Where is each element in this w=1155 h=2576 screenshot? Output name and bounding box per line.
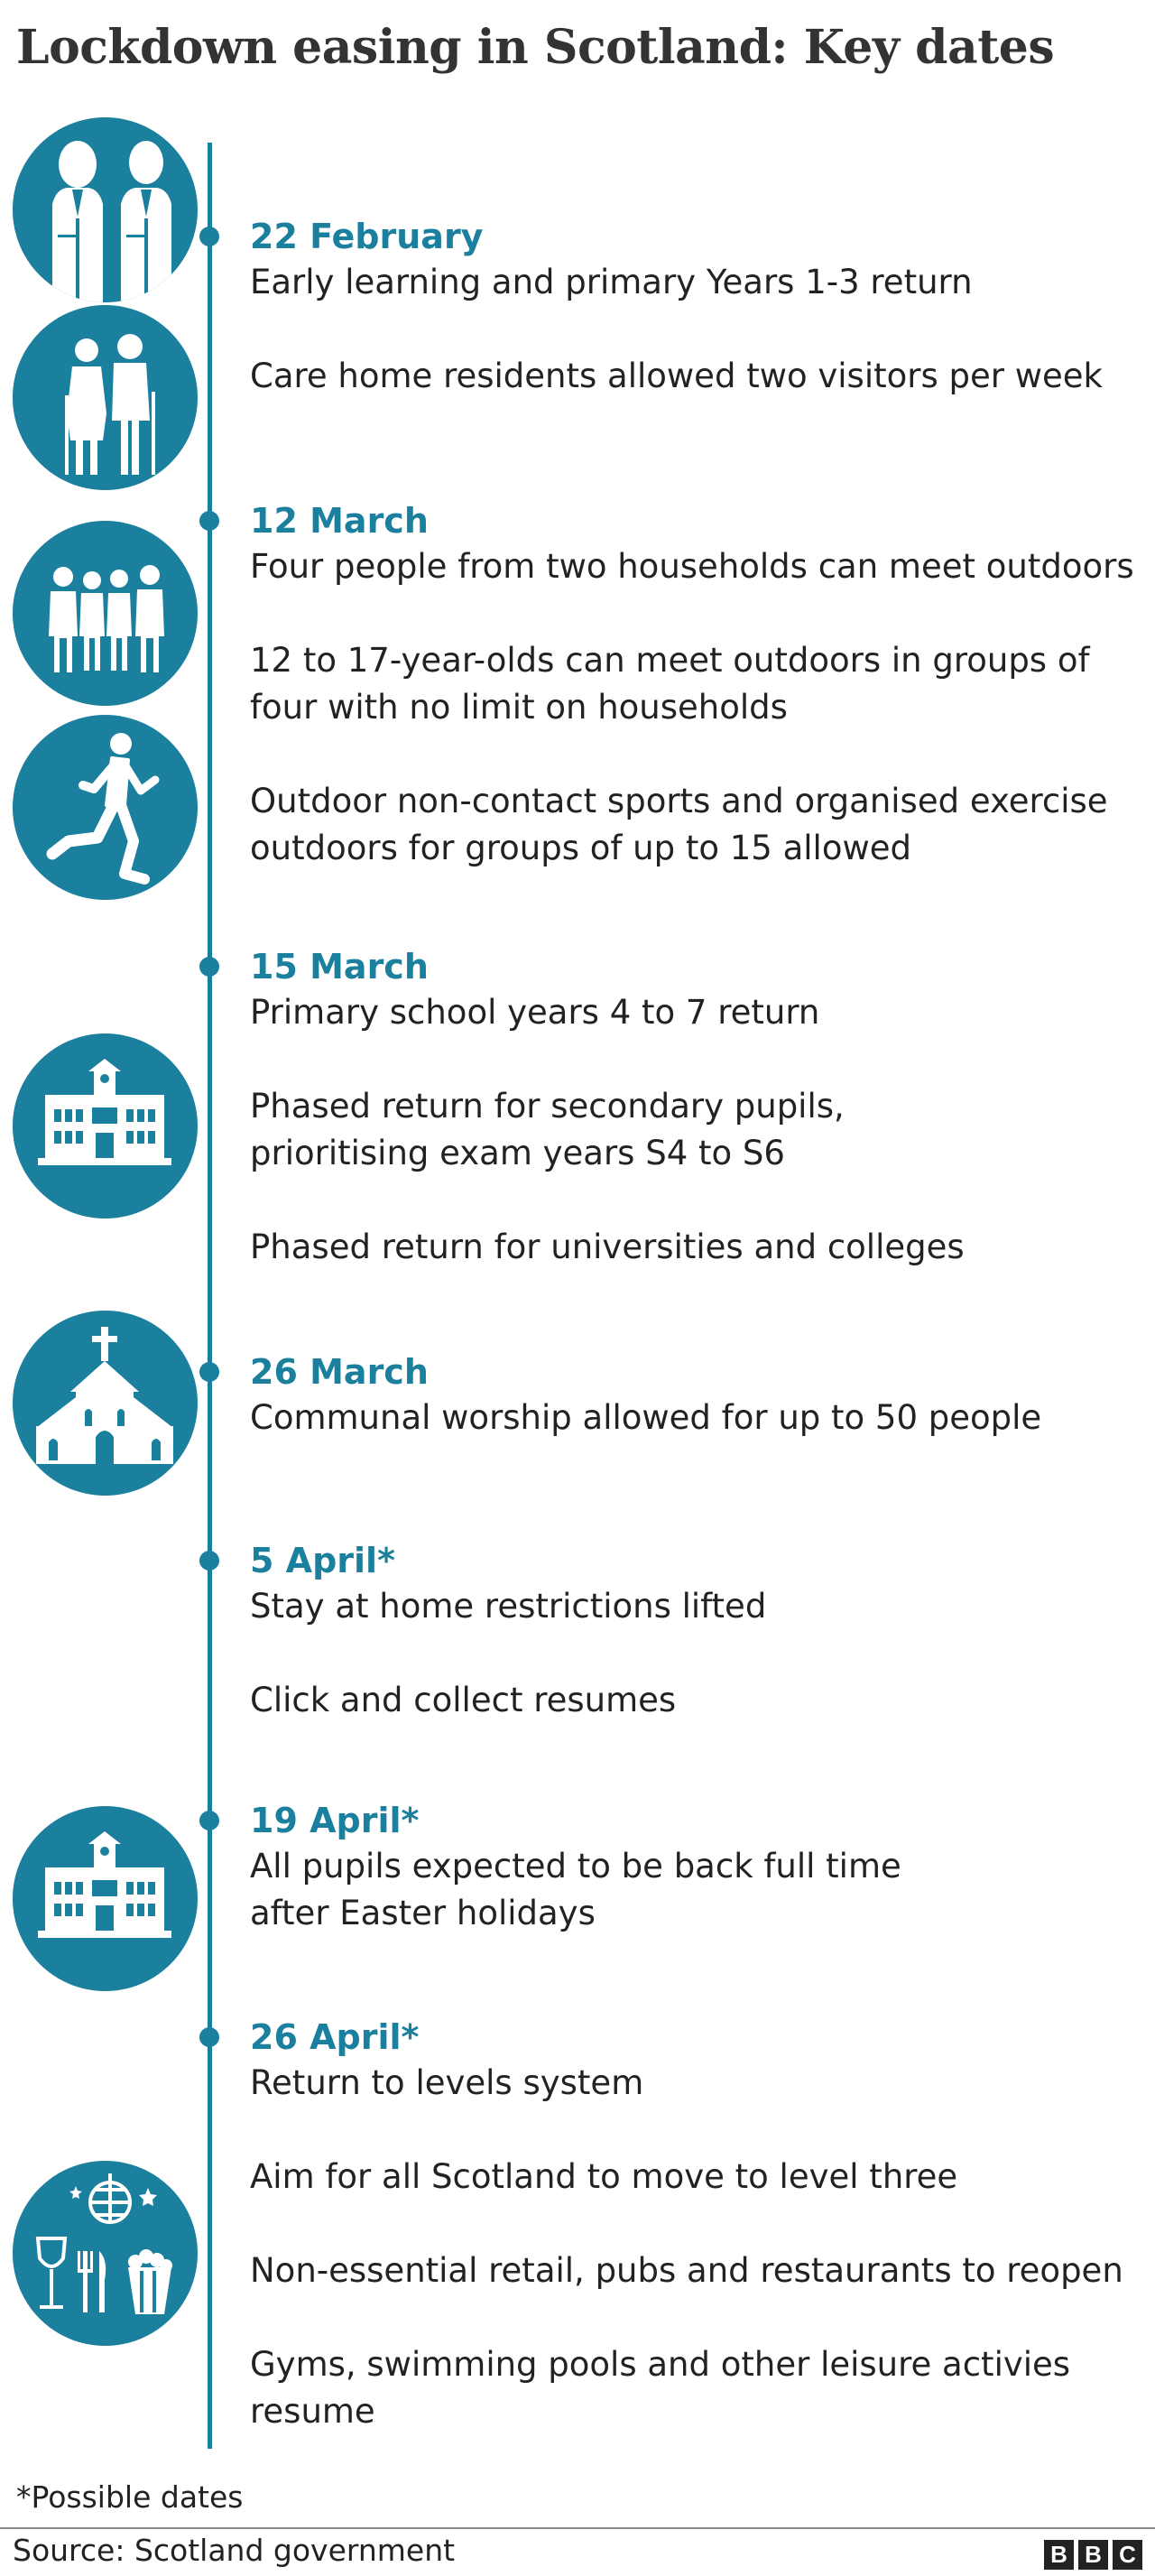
- date-heading: 26 April*: [250, 2017, 420, 2057]
- timeline-dot: [199, 957, 219, 977]
- footnote: *Possible dates: [16, 2479, 244, 2515]
- hospitality-icon: [13, 2161, 198, 2346]
- timeline-dot: [199, 511, 219, 531]
- timeline-item: Communal worship allowed for up to 50 people: [250, 1398, 1042, 1437]
- timeline-item: Early learning and primary Years 1-3 return: [250, 263, 973, 301]
- timeline-line: [208, 143, 212, 2449]
- church-icon: [13, 1311, 198, 1496]
- timeline-item: All pupils expected to be back full time after Easter holidays: [250, 1847, 901, 1932]
- date-heading: 5 April*: [250, 1541, 395, 1580]
- timeline-item: Four people from two households can meet outdoors: [250, 547, 1134, 586]
- school-building-icon: [13, 1033, 198, 1219]
- timeline-dot: [199, 1551, 219, 1571]
- timeline-item: Return to levels system: [250, 2063, 644, 2102]
- runner-icon: [13, 715, 198, 900]
- timeline-item: 12 to 17-year-olds can meet outdoors in groups of four with no limit on households: [250, 641, 1090, 727]
- timeline-item: Click and collect resumes: [250, 1681, 677, 1719]
- bbc-logo: B B C: [1044, 2540, 1142, 2570]
- timeline-dot: [199, 1811, 219, 1830]
- date-heading: 19 April*: [250, 1801, 420, 1840]
- group-of-people-icon: [13, 521, 198, 706]
- timeline-item: Phased return for secondary pupils, prioritising exam years S4 to S6: [250, 1087, 845, 1172]
- page-title: Lockdown easing in Scotland: Key dates: [16, 20, 1055, 75]
- date-heading: 12 March: [250, 501, 429, 541]
- pupils-icon: [13, 117, 198, 302]
- timeline-dot: [199, 1362, 219, 1382]
- timeline-item: Gyms, swimming pools and other leisure activies resume: [250, 2345, 1071, 2431]
- date-heading: 22 February: [250, 217, 484, 256]
- timeline-item: Care home residents allowed two visitors per week: [250, 357, 1103, 395]
- elderly-couple-icon: [13, 305, 198, 490]
- timeline-item: Aim for all Scotland to move to level three: [250, 2157, 958, 2196]
- footer-divider: [0, 2527, 1155, 2529]
- source-label: Source: Scotland government: [13, 2533, 456, 2568]
- timeline-item: Non-essential retail, pubs and restaurants to reopen: [250, 2251, 1123, 2290]
- timeline-item: Primary school years 4 to 7 return: [250, 993, 820, 1032]
- timeline-item: Outdoor non-contact sports and organised exercise outdoors for groups of up to 15 allowed: [250, 782, 1108, 867]
- date-heading: 15 March: [250, 947, 429, 987]
- timeline-item: Stay at home restrictions lifted: [250, 1587, 767, 1626]
- school-building-icon: [13, 1806, 198, 1991]
- timeline-item: Phased return for universities and colleges: [250, 1228, 965, 1266]
- date-heading: 26 March: [250, 1352, 429, 1392]
- timeline-dot: [199, 2027, 219, 2047]
- timeline-dot: [199, 227, 219, 246]
